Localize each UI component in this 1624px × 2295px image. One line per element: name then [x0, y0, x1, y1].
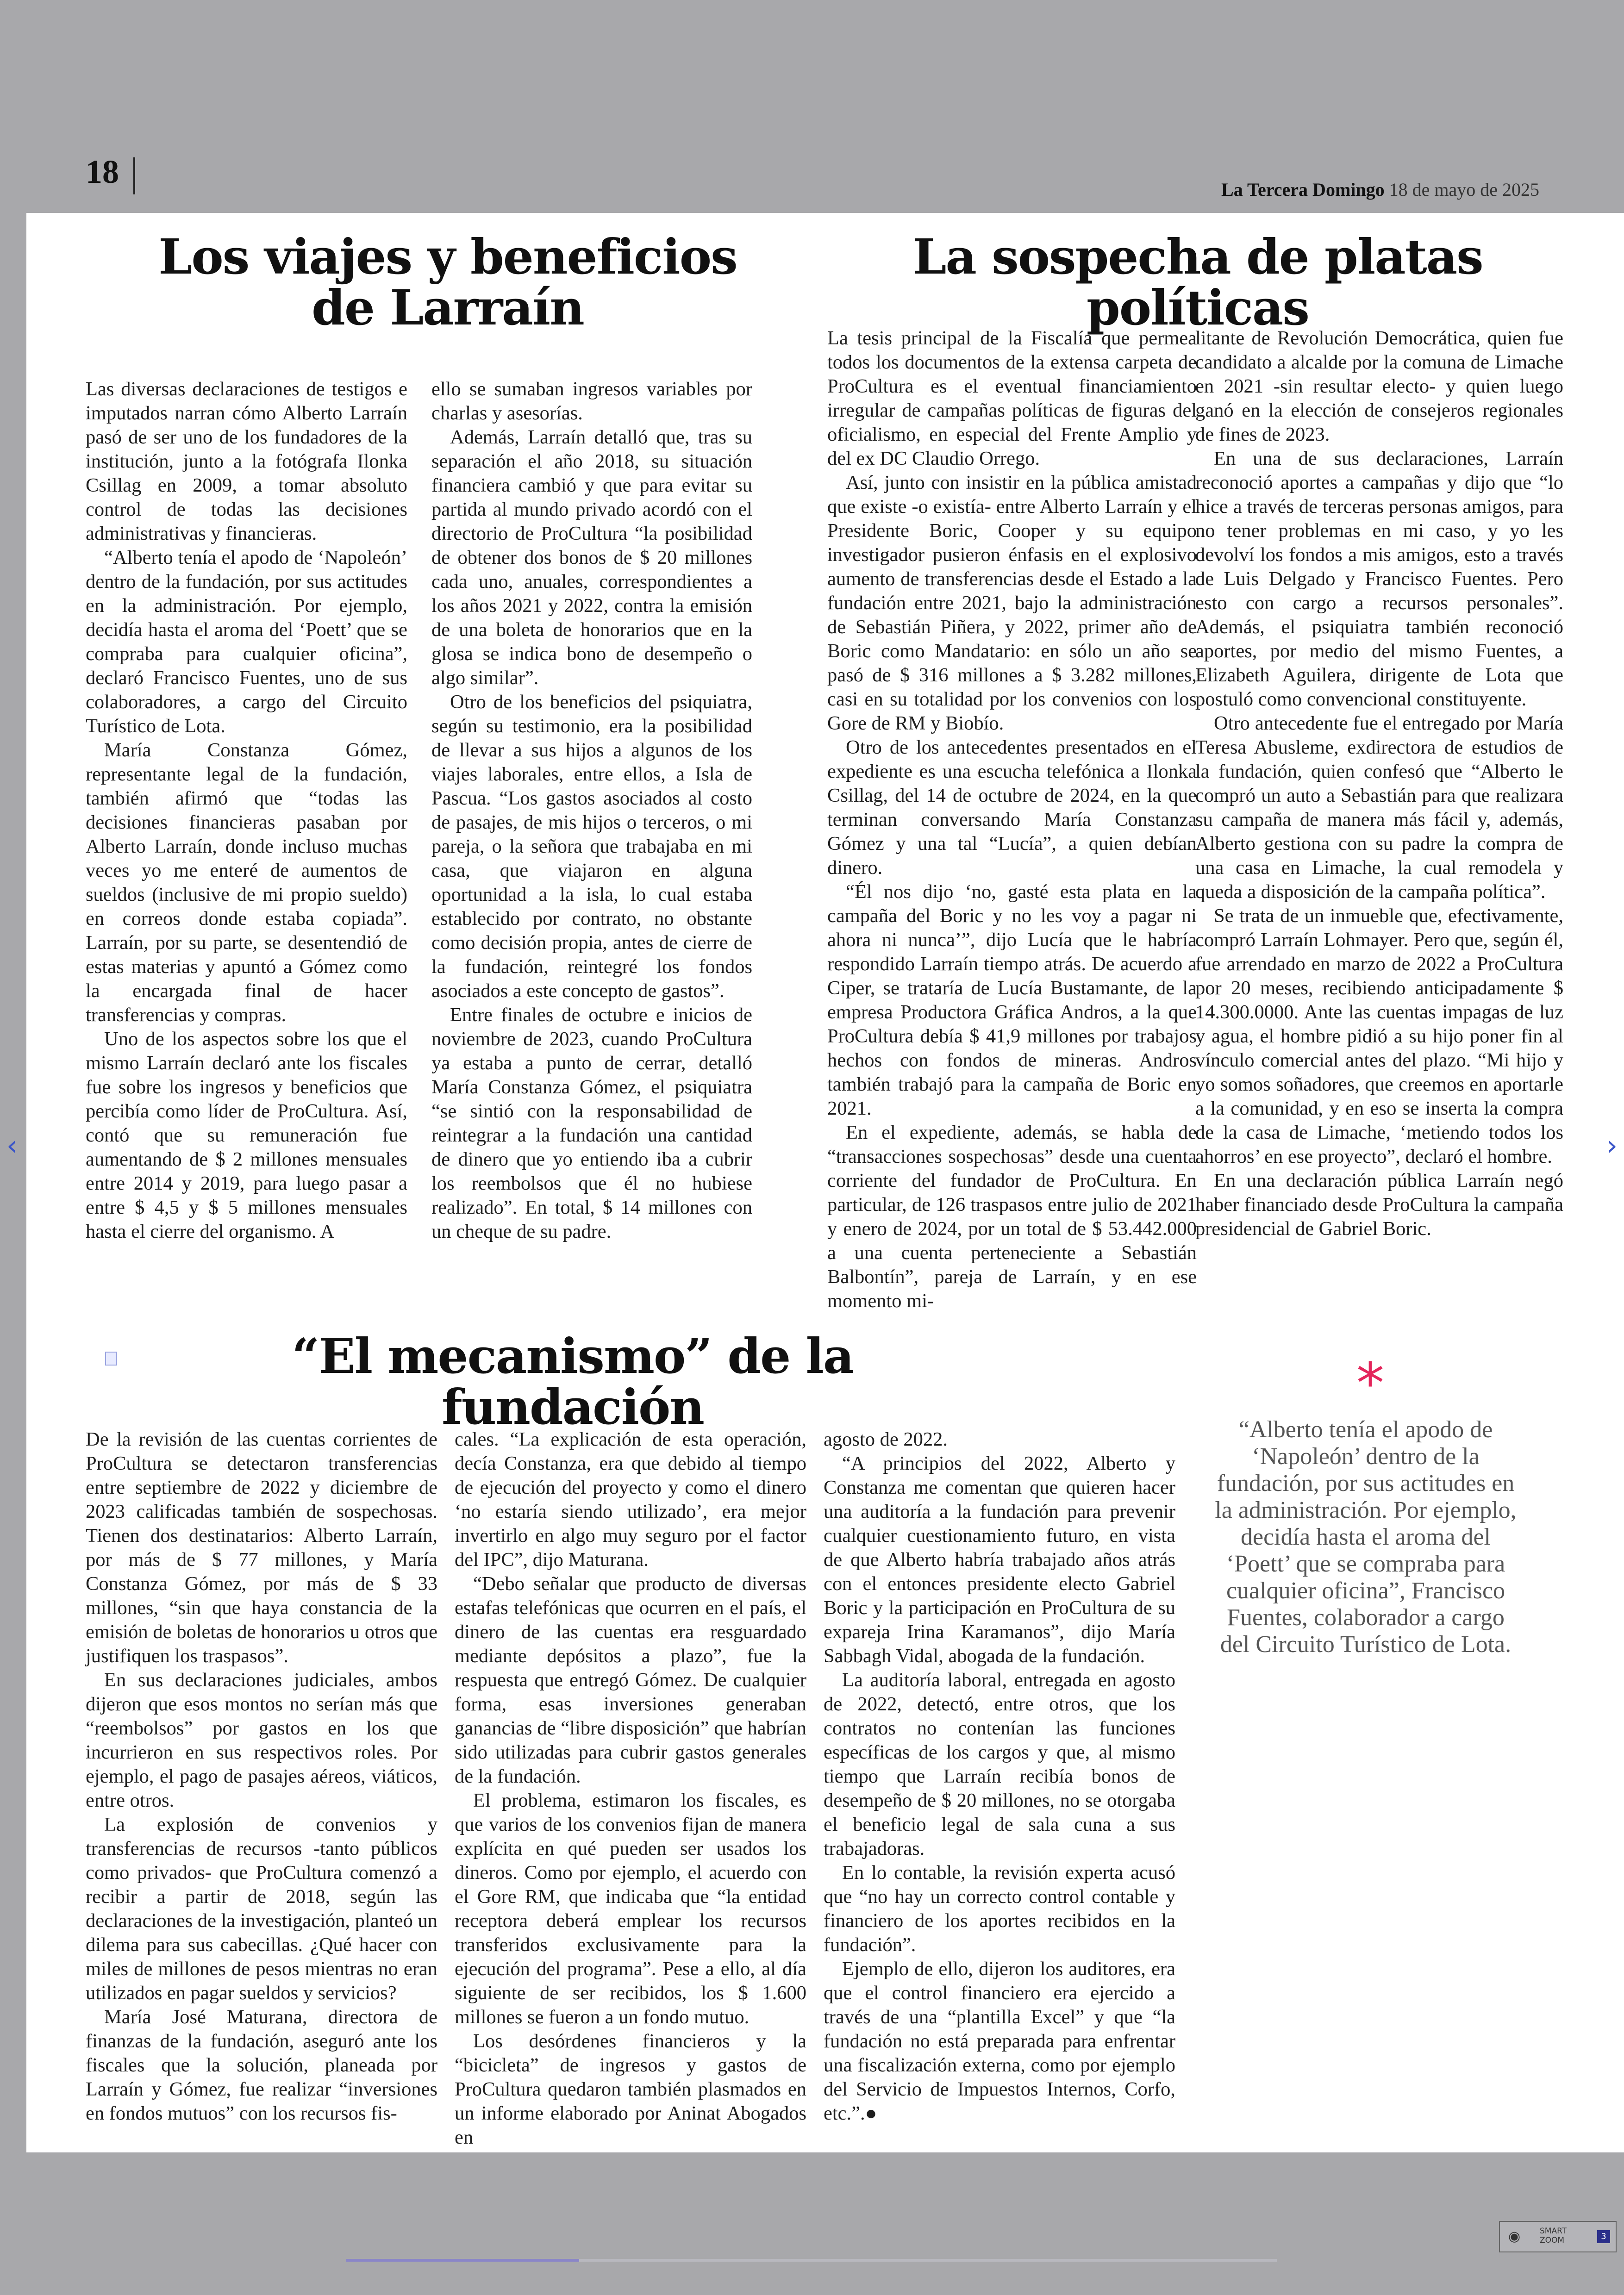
paragraph: En una declaración pública Larraín negó haber financiado desde ProCultura la campaña presidencial de Gabriel Boric. [1195, 1170, 1563, 1240]
paragraph: ello se sumaban ingresos variables por charlas y asesorías. [431, 378, 752, 424]
paragraph: litante de Revolución Democrática, quien fue candidato a alcalde por la comuna de Limache en 2021 -sin resultar electo- y quien luego ganó en la elección de consejeros regionales de fines de 2023. [1195, 327, 1563, 445]
paragraph: La auditoría laboral, entregada en agosto de 2022, detectó, entre otros, que los contratos no contenían las funciones específicas de los cargos y que, al mismo tiempo que Larraín recibía bonos de desempeño de $ 20 millones, no se otorgaba el beneficio legal de sala cuna a sus trabajadoras. [824, 1669, 1175, 1859]
paragraph: María Constanza Gómez, representante legal de la fundación, también afirmó que “todas las decisiones financieras pasaban por Alberto Larraín, donde incluso muchas veces yo me enteré de aumentos de sueldos (inclusive de mi propio sueldo) en correos donde estaba copiada”. Larraín, por su parte, se desentendió de estas materias y apuntó a Gómez como la encargada final de hacer transferencias y compras. [86, 739, 407, 1026]
article1-col2 [431, 377, 752, 1244]
paragraph: El problema, estimaron los fiscales, es que varios de los convenios fijan de manera explícita en qué pueden ser usados los dineros. Como por ejemplo, el acuerdo con el Gore RM, que indicaba que “la entidad receptora deberá emplear los recursos transferidos exclusivamente para la ejecución del programa”. Pese a ello, al día siguiente de ser recibidos, los $ 1.600 millones se fueron a un fondo mutuo. [455, 1790, 806, 2028]
eye-icon: ◉ [1508, 2228, 1521, 2245]
article3-col1 [86, 1428, 437, 2126]
paragraph: Entre finales de octubre e inicios de noviembre de 2023, cuando ProCultura ya estaba a punto de cerrar, detalló María Constanza Gómez, el psiquiatra “se sintió con la responsabilidad de reintegrar a la fundación una cantidad de dinero que yo entiendo iba a cubrir los reembolsos que él no hubiese realizado”. En total, $ 14 millones con un cheque de su padre. [431, 1004, 752, 1242]
paper-name: La Tercera Domingo [1221, 179, 1385, 200]
article2-col2 [1195, 326, 1563, 1241]
page-header [0, 153, 1624, 208]
paper-info [1221, 179, 1539, 200]
paragraph: “Alberto tenía el apodo de ‘Napoleón’ dentro de la fundación, por sus actitudes en la administración. Por ejemplo, decidía hasta el aroma del ‘Poett’ que se compraba para cualquier oficina”, declaró Francisco Fuentes, uno de sus colaboradores, a cargo del Circuito Turístico de Lota. [86, 547, 407, 737]
paragraph: Uno de los aspectos sobre los que el mismo Larraín declaró ante los fiscales fue sobre los ingresos y beneficios que percibía como líder de ProCultura. Así, contó que su remuneración fue aumentando de $ 2 millones mensuales entre 2014 y 2019, para luego pasar a entre $ 4,5 y $ 5 millones mensuales hasta el cierre del organismo. A [86, 1028, 407, 1242]
paragraph: Ejemplo de ello, dijeron los auditores, era que el control financiero era ejercido a través de una “plantilla Excel” y que “la fundación no está preparada para enfrentar una fiscalización externa, como por ejemplo del Servicio de Impuestos Internos, Corfo, etc.”.● [824, 1958, 1175, 2124]
paragraph: De la revisión de las cuentas corrientes de ProCultura se detectaron transferencias entre septiembre de 2022 y diciembre de 2023 calificadas también de sospechosas. Tienen dos destinatarios: Alberto Larraín, por más de $ 77 millones, y María Constanza Gómez, por más de $ 33 millones, “sin que haya constancia de la emisión de boletas de honorarios u otros que justifiquen los traspasos”. [86, 1428, 437, 1667]
paragraph: En sus declaraciones judiciales, ambos dijeron que esos montos no serían más que “reembolsos” por gastos en los que incurrieron en sus respectivos roles. Por ejemplo, el pago de pasajes aéreos, viáticos, entre otros. [86, 1669, 437, 1811]
zoom-count-badge: 3 [1597, 2230, 1610, 2243]
article1-title [147, 228, 749, 336]
paragraph: En el expediente, además, se habla de “transacciones sospechosas” desde una cuenta corriente del fundador de ProCultura. En particular, de 126 traspasos entre julio de 2021 y enero de 2024, por un total de $ 53.442.000 a una cuenta perteneciente a Sebastián Balbontín”, pareja de Larraín, y en ese momento mi- [827, 1122, 1197, 1312]
smart-zoom-label [1540, 2226, 1567, 2245]
article1-title-line1: Los viajes y beneficios [158, 228, 737, 285]
article1-col1 [86, 377, 407, 1244]
paragraph: “A principios del 2022, Alberto y Constanza me comentan que quieren hacer una auditoría a la fundación para prevenir cualquier cuestionamiento futuro, en vista de que Alberto habría trabajado años atrás con el entonces presidente electo Gabriel Boric y la participación en ProCultura de su expareja Irina Karamanos”, dijo María Sabbagh Vidal, abogada de la fundación. [824, 1453, 1175, 1667]
paragraph: cales. “La explicación de esta operación, decía Constanza, era que debido al tiempo de ejecución del proyecto y como el dinero ‘no estaría siendo utilizado’, era mejor invertirlo en algo muy seguro por el factor del IPC”, dijo Maturana. [455, 1428, 806, 1571]
paragraph: La explosión de convenios y transferencias de recursos -tanto públicos como privados- que ProCultura comenzó a recibir a partir de 2018, según las declaraciones de la investigación, planteó un dilema para sus cabecillas. ¿Qué hacer con miles de millones de pesos mientras no eran utilizados en pagar sueldos y servicios? [86, 1814, 437, 2004]
paragraph: “Debo señalar que producto de diversas estafas telefónicas que ocurren en el país, el dinero de las cuentas era resguardado mediante depósitos a plazo”, fue la respuesta que entregó Gómez. De cualquier forma, esas inversiones generaban ganancias de “libre disposición” que habrían sido utilizadas para cubrir gastos generales de la fundación. [455, 1573, 806, 1787]
next-page-chevron-icon[interactable]: › [1606, 1129, 1618, 1162]
pull-quote: “Alberto tenía el apodo de ‘Napoleón’ dentro de la fundación, por sus actitudes en la administración. Por ejemplo, decidía hasta el aroma del ‘Poett’ que se compraba para cualquier oficina”, Francisco Fuentes, colaborador a cargo del Circuito Turístico de Lota. [1215, 1416, 1517, 1658]
article3-col3 [824, 1428, 1175, 2126]
paragraph: Otro de los beneficios del psiquiatra, según su testimonio, era la posibilidad de llevar a sus hijos a algunos de los viajes laborales, entre ellos, a Isla de Pascua. “Los gastos asociados al costo de pasajes, de mis hijos o terceros, o mi pareja, o la señora que trabajaba en mi casa, que viajaron en alguna oportunidad a la isla, lo cual estaba establecido por contrato, no obstante como decisión propia, antes de cierre de la fundación, reintegré los fondos asociados a este concepto de gastos”. [431, 691, 752, 1002]
paragraph: La tesis principal de la Fiscalía que permea todos los documentos de la extensa carpeta de ProCultura es el eventual financiamiento irregular de campañas políticas de figuras del oficialismo, en especial del Frente Amplio y del ex DC Claudio Orrego. [827, 327, 1197, 469]
paragraph: Además, Larraín detalló que, tras su separación el año 2018, su situación financiera cambió y que para evitar su partida al mundo privado acordó con el directorio de ProCultura “la posibilidad de obtener dos bonos de $ 20 millones cada uno, anuales, correspondientes a los años 2021 y 2022, contra la emisión de una boleta de honorarios que en la glosa se indica bono de desempeño o algo similar”. [431, 426, 752, 689]
asterisk-icon: * [1356, 1352, 1384, 1416]
paragraph: María José Maturana, directora de finanzas de la fundación, aseguró ante los fiscales que la solución, planeada por Larraín y Gómez, fue realizar “inversiones en fondos mutuos” con los recursos fis- [86, 2006, 437, 2124]
article2-col1 [827, 326, 1197, 1313]
paragraph: En lo contable, la revisión experta acusó que “no hay un correcto control contable y financiero de los aportes recibidos en la fundación”. [824, 1862, 1175, 1956]
page-marker-icon[interactable] [105, 1352, 117, 1366]
newspaper-page [26, 213, 1624, 2152]
paragraph: “Él nos dijo ‘no, gasté esta plata en la campaña del Boric y no les voy a pagar ni ahora ni nunca’”, dijo Lucía que le habría respondido Larraín tiempo atrás. De acuerdo a Ciper, se trataría de Lucía Bustamante, de la empresa Productora Gráfica Andros, a la que ProCultura debía $ 41,9 millones por trabajos hechos con fondos de mineras. Andros también trabajó para la campaña de Boric en 2021. [827, 881, 1197, 1119]
paragraph: Otro antecedente fue el entregado por María Teresa Abusleme, exdirectora de estudios de la fundación, quien confesó que “Alberto le compró un auto a Sebastián para que realizara su campaña de manera más fácil y, además, Alberto gestiona con su padre la compra de una casa en Limache, la cual remodela y queda a disposición de la campaña política”. [1195, 712, 1563, 903]
paragraph: Se trata de un inmueble que, efectivamente, compró Larraín Lohmayer. Pero que, según él, fue arrendado en marzo de 2022 a ProCultura por 20 meses, recibiendo anticipadamente $ 14.300.0000. Ante las cuentas impagas de luz y agua, el hombre pidió a su hijo poner fin al vínculo comercial antes del plazo. “Mi hijo y yo somos soñadores, que creemos en aportarle a la comunidad, y en eso se inserta la compra de la casa de Limache, ‘metiendo todos los ahorros’ en ese proyecto”, declaró el hombre. [1195, 905, 1563, 1167]
page-number-divider [133, 157, 135, 194]
paragraph: agosto de 2022. [824, 1428, 948, 1450]
paragraph: Así, junto con insistir en la pública amistad que existe -o existía- entre Alberto Larraín y el Presidente Boric, Cooper y su equipo investigador pusieron énfasis en el explosivo aumento de transferencias desde el Estado a la fundación entre 2021, bajo la administración de Sebastián Piñera, y 2022, primer año de Boric como Mandatario: en sólo un año se pasó de $ 316 millones a $ 3.282 millones, casi en su totalidad por los convenios con los Gore de RM y Biobío. [827, 472, 1197, 734]
paragraph: Las diversas declaraciones de testigos e imputados narran cómo Alberto Larraín pasó de ser uno de los fundadores de la institución, junto a la fotógrafa Ilonka Csillag en 2009, a tomar absoluto control de todas las decisiones administrativas y financieras. [86, 378, 407, 544]
smart-zoom-button[interactable] [1499, 2221, 1617, 2252]
article1-title-line2: de Larraín [312, 279, 584, 336]
article3-col2 [455, 1428, 806, 2150]
smart-zoom-label-line2: ZOOM [1540, 2236, 1565, 2245]
paragraph: Los desórdenes financieros y la “bicicleta” de ingresos y gastos de ProCultura quedaron también plasmados en un informe elaborado por Aninat Abogados en [455, 2030, 806, 2148]
page-number: 18 [86, 153, 119, 190]
prev-page-chevron-icon[interactable]: ‹ [6, 1129, 18, 1162]
page-progress-fill [346, 2259, 579, 2262]
paper-date: 18 de mayo de 2025 [1389, 179, 1539, 200]
article3-title: “El mecanismo” de la fundación [292, 1328, 854, 1435]
smart-zoom-label-line1: SMART [1540, 2226, 1567, 2236]
paragraph: En una de sus declaraciones, Larraín reconoció aportes a campañas y dijo que “lo hice a través de terceras personas amigos, para no tener problemas en mi caso, y yo les devolví los fondos a mis amigos, esto a través de Luis Delgado y Francisco Fuentes. Pero esto con cargo a recursos personales”. Además, el psiquiatra también reconoció aportes, por medio del mismo Fuentes, a Elizabeth Aguilera, dirigente de Lota que postuló como convencional constituyente. [1195, 448, 1563, 710]
article2-title: La sospecha de platas políticas [912, 228, 1483, 336]
paragraph: Otro de los antecedentes presentados en el expediente es una escucha telefónica a Ilonka Csillag, del 14 de octubre de 2024, en la que terminan conversando María Constanza Gómez y una tal “Lucía”, a quien debían dinero. [827, 736, 1197, 879]
page-progress-bar[interactable] [346, 2259, 1277, 2262]
